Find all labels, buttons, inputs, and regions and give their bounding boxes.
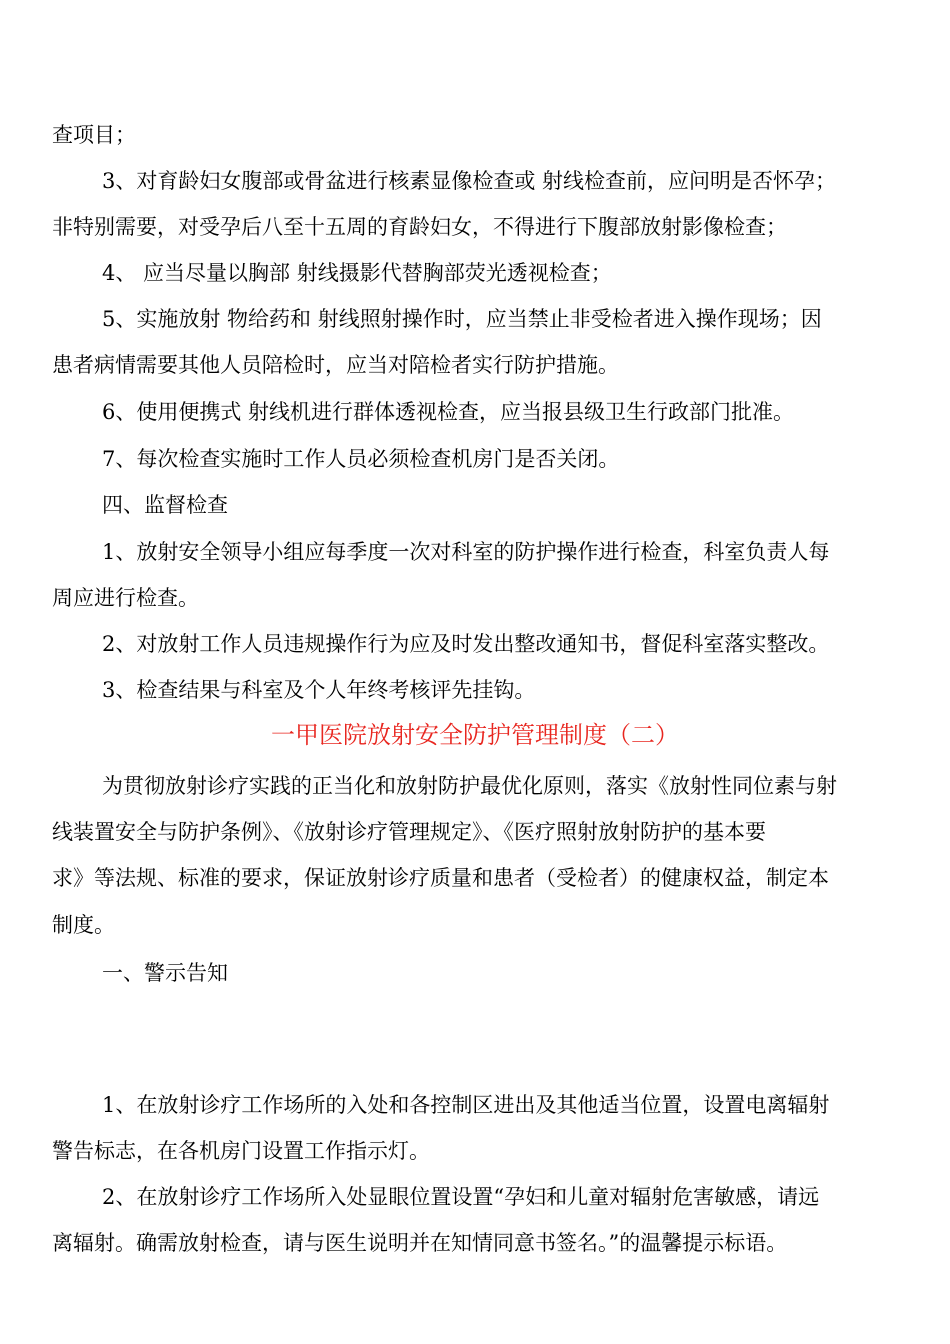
text-line: 制度。	[52, 913, 115, 937]
text-line: 查项目；	[52, 123, 136, 147]
text-line: 2、在放射诊疗工作场所入处显眼位置设置“孕妇和儿童对辐射危害敏感，请远	[102, 1185, 820, 1209]
text-line: 为贯彻放射诊疗实践的正当化和放射防护最优化原则，落实《放射性同位素与射	[102, 774, 837, 798]
text-line: 4、 应当尽量以胸部 射线摄影代替胸部荧光透视检查；	[102, 261, 612, 285]
document-title: 一甲医院放射安全防护管理制度（二）	[271, 721, 679, 749]
text-line: 5、实施放射 物给药和 射线照射操作时，应当禁止非受检者进入操作现场；因	[102, 307, 822, 331]
text-line: 周应进行检查。	[52, 586, 199, 610]
text-line: 离辐射。确需放射检查，请与医生说明并在知情同意书签名。”的温馨提示标语。	[52, 1231, 788, 1255]
section-heading: 四、监督检查	[102, 493, 228, 517]
text-line: 2、对放射工作人员违规操作行为应及时发出整改通知书，督促科室落实整改。	[102, 632, 830, 656]
text-line: 6、使用便携式 射线机进行群体透视检查，应当报县级卫生行政部门批准。	[102, 400, 795, 424]
text-line: 求》等法规、标准的要求，保证放射诊疗质量和患者（受检者）的健康权益，制定本	[52, 866, 829, 890]
text-line: 警告标志，在各机房门设置工作指示灯。	[52, 1139, 430, 1163]
text-line: 1、放射安全领导小组应每季度一次对科室的防护操作进行检查，科室负责人每	[102, 540, 830, 564]
text-line: 非特别需要，对受孕后八至十五周的育龄妇女，不得进行下腹部放射影像检查；	[52, 215, 787, 239]
text-line: 线装置安全与防护条例》、《放射诊疗管理规定》、《医疗照射放射防护的基本要	[52, 820, 766, 844]
text-line: 1、在放射诊疗工作场所的入处和各控制区进出及其他适当位置，设置电离辐射	[102, 1093, 830, 1117]
text-line: 7、每次检查实施时工作人员必须检查机房门是否关闭。	[102, 447, 620, 471]
text-line: 患者病情需要其他人员陪检时，应当对陪检者实行防护措施。	[52, 353, 619, 377]
text-line: 3、检查结果与科室及个人年终考核评先挂钩。	[102, 678, 536, 702]
text-line: 3、对育龄妇女腹部或骨盆进行核素显像检查或 射线检查前，应问明是否怀孕；	[102, 169, 837, 193]
section-heading: 一、警示告知	[102, 961, 228, 985]
